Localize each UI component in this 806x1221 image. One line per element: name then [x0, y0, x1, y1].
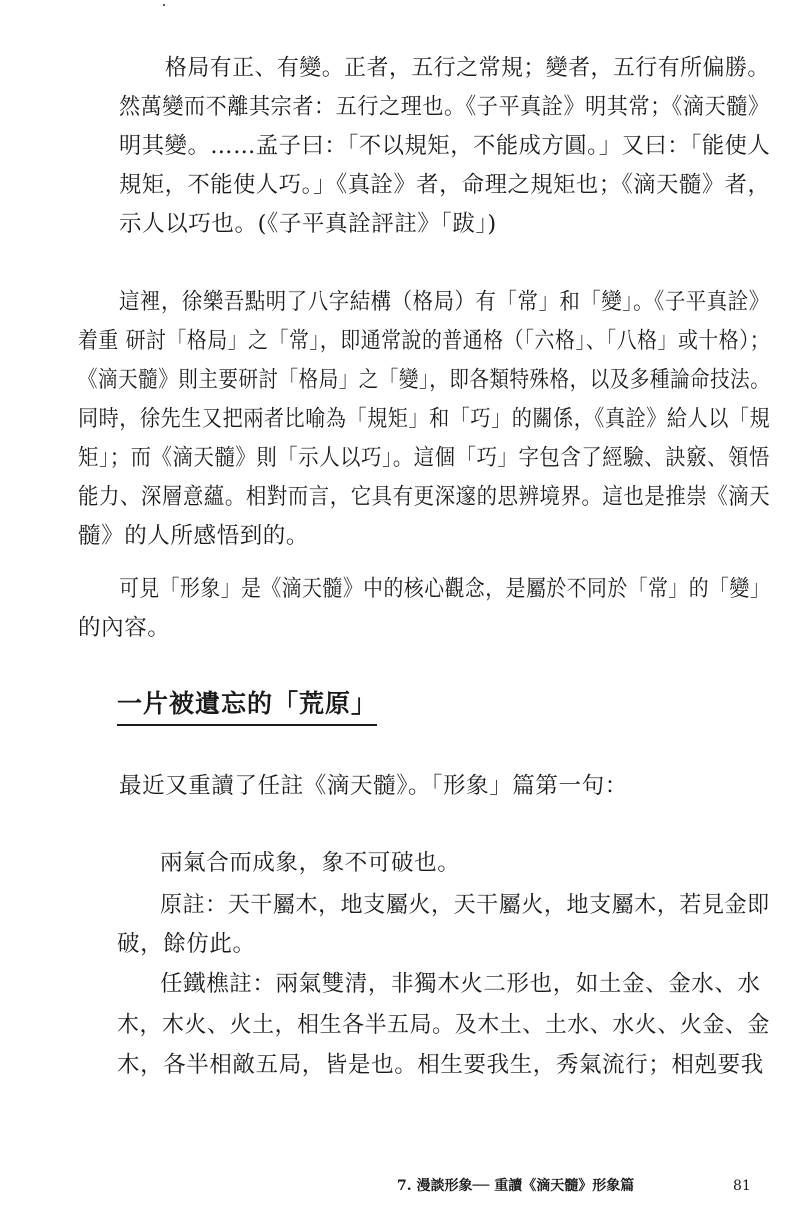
para1-line: 髓》的人所感悟到的。 — [78, 523, 310, 549]
para1-line: 着重 研討「格局」之「常」，即通常說的普通格（「六格」、「八格」或十格）； — [78, 328, 771, 354]
running-footer-title: 7. 漫談形象── 重讀《滴天髓》形象篇 — [397, 1178, 635, 1194]
quote1-line: 明其變。……孟子曰：「不以規矩，不能成方圓。」又曰：「能使人 — [119, 133, 771, 159]
para2-line: 的內容。 — [78, 615, 171, 641]
quote2-line: 木，各半相敵五局，皆是也。相生要我生，秀氣流行；相剋要我 — [117, 1052, 764, 1078]
quote1-line: 然萬變而不離其宗者：五行之理也。《子平真詮》明其常；《滴天髓》 — [119, 94, 770, 120]
quote1-line: 規矩，不能使人巧。」《真詮》者，命理之規矩也；《滴天髓》者， — [119, 172, 771, 198]
para1-line: 矩」；而《滴天髓》則「示人以巧」。這個「巧」字包含了經驗、訣竅、領悟 — [78, 445, 770, 471]
para1-line: 《滴天髓》則主要研討「格局」之「變」，即各類特殊格，以及多種論命技法。 — [78, 367, 771, 393]
para1-line: 這裡，徐樂吾點明了八字結構（格局）有「常」和「變」。《子平真詮》 — [119, 289, 770, 315]
para1-line: 同時，徐先生又把兩者比喻為「規矩」和「巧」的關係，《真詮》給人以「規 — [78, 406, 771, 432]
page-number: 81 — [733, 1178, 751, 1194]
para1-line: 能力、深層意蘊。相對而言，它具有更深邃的思辨境界。這也是推崇《滴天 — [78, 484, 771, 510]
quote2-line: 破，餘仿此。 — [117, 931, 256, 957]
scan-speck — [163, 4, 165, 6]
section-heading: 一片被遺忘的「荒原」 — [117, 688, 377, 726]
quote1-line: 格局有正、有變。正者，五行之常規；變者，五行有所偏勝。 — [165, 55, 770, 81]
quote2-line: 木，木火、火土，相生各半五局。及木土、土水、水火、火金、金 — [117, 1012, 770, 1038]
intro-line: 最近又重讀了任註《滴天髓》。「形象」篇第一句： — [119, 773, 628, 799]
quote1-line: 示人以巧也。(《子平真詮評註》「跋」) — [119, 211, 497, 237]
quote2-line: 任鐵樵註：兩氣雙清，非獨木火二形也，如土金、金水、水 — [160, 971, 761, 997]
para2-line: 可見「形象」是《滴天髓》中的核心觀念，是屬於不同於「常」的「變」 — [119, 576, 771, 602]
quote2-line: 原註：天干屬木，地支屬火，天干屬火，地支屬木，若見金即 — [160, 892, 770, 918]
quote2-line: 兩氣合而成象，象不可破也。 — [160, 850, 461, 876]
